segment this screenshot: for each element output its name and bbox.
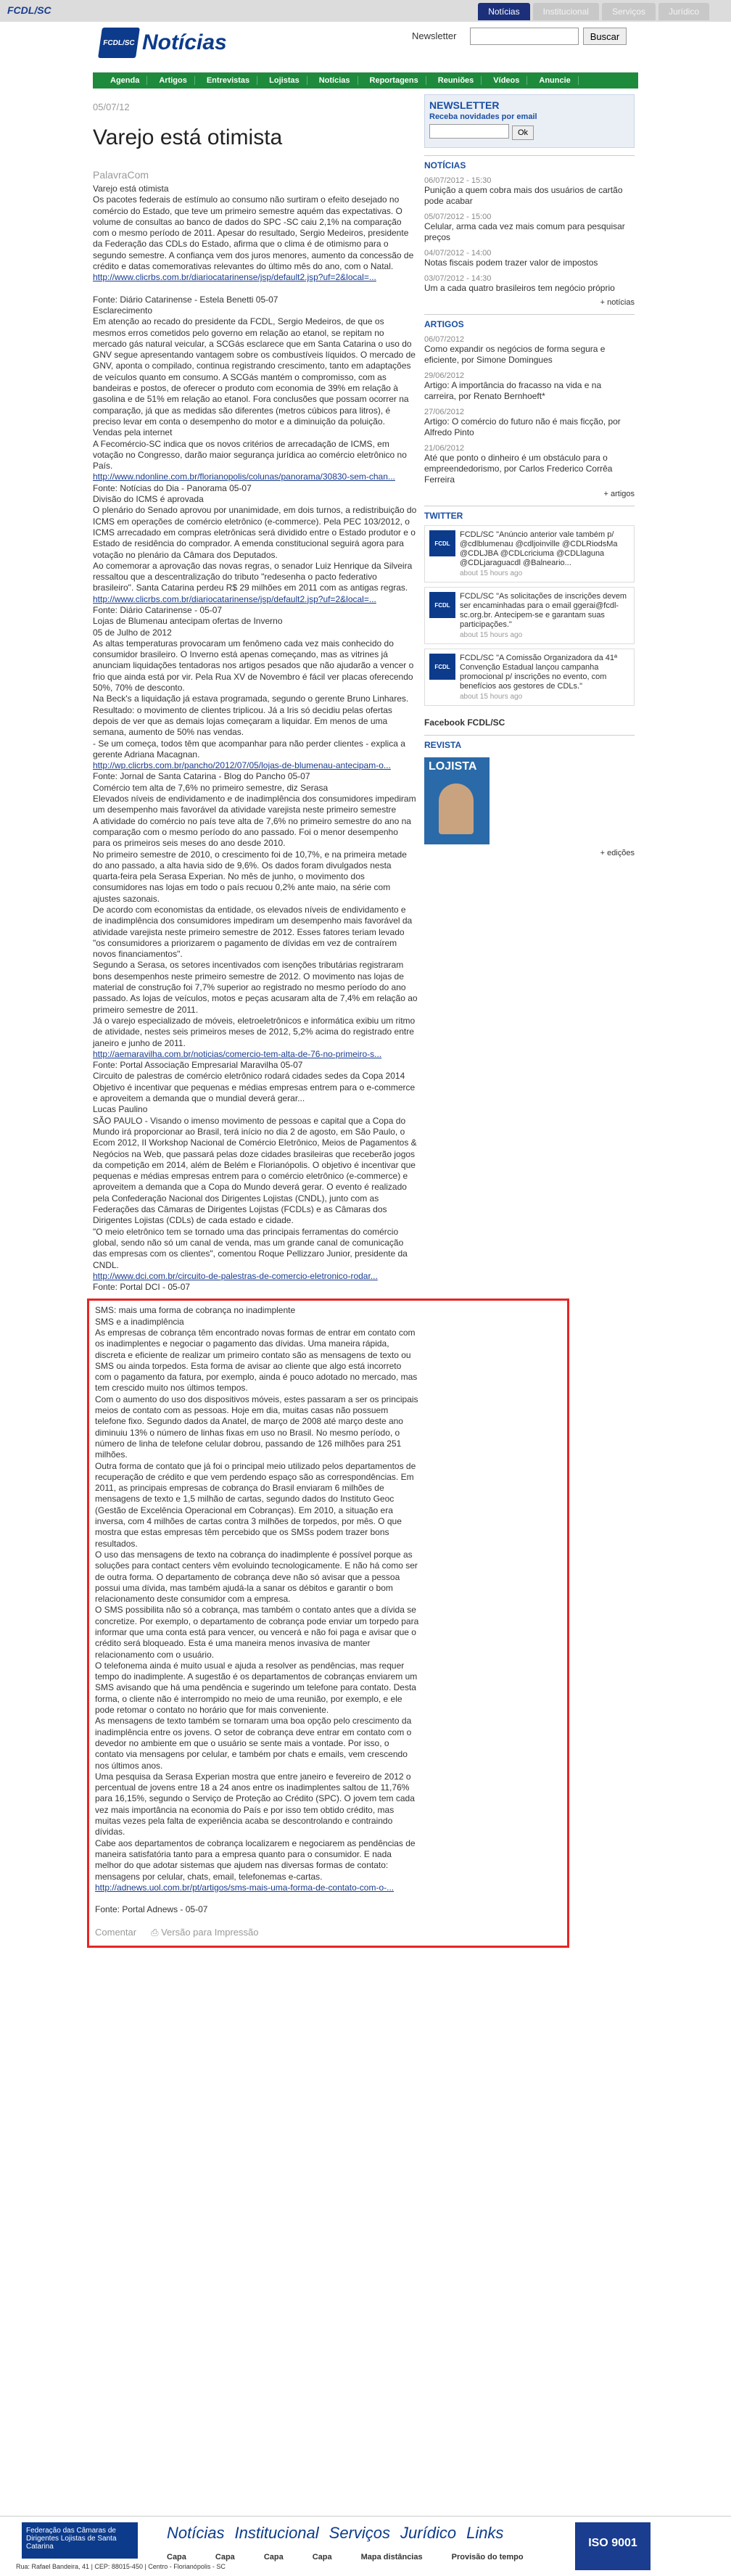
paragraph: O uso das mensagens de texto na cobrança do inadimplente é possível porque as soluções para contact centers vêm evoluindo tecnologicamente. E não há como ser de outra forma. O departamento de cobrança deve não só avisar que a pessoa possui uma dívida, mas também ajudá-la a sanar os débitos e garantir o bom relacionamento deste consumidor com a empresa. — [95, 1549, 418, 1605]
newsletter-ok-button[interactable]: Ok — [512, 125, 534, 140]
paragraph: Segundo a Serasa, os setores incentivados com isenções tributárias registraram bons desempenhos neste primeiro semestre de 2012. O movimento nas lojas de material de construção foi 7,7% superior ao registrado no mesmo período do ano passado. As lojas de veículos, motos e peças acusaram alta de 7,4% em relação ao primeiro semestre de 2011. — [93, 960, 418, 1015]
revista-section-title: REVISTA — [424, 735, 635, 750]
article-item-date: 27/06/2012 — [424, 408, 465, 416]
menu-item-videos[interactable]: Vídeos — [486, 76, 527, 85]
footer-address: Rua: Rafael Bandeira, 41 | CEP: 88015-450 | Centro - Florianópolis - SC — [16, 2563, 226, 2570]
source-link[interactable]: http://www.clicrbs.com.br/diariocatarinense/jsp/default2.jsp?uf=2&local=... — [93, 272, 376, 283]
magazine-cover[interactable] — [424, 757, 490, 844]
paragraph: O SMS possibilita não só a cobrança, mas também o contato antes que a dívida se concretize. Por exemplo, o departamento de cobrança pode enviar um torpedo para informar que uma conta está para vencer, ou vencerá e não foi paga e avisar que o crédito será bloqueado. Esta é uma maneira menos invasiva de manter relacionamento com o usuário. — [95, 1605, 419, 1660]
footer-nav-institucional[interactable]: Institucional — [234, 2524, 319, 2542]
paragraph: Vendas pela internet — [93, 427, 173, 438]
newsletter-label: Newsletter — [412, 30, 457, 41]
top-tab-juridico[interactable]: Jurídico — [658, 3, 709, 20]
top-tab-institucional[interactable]: Institucional — [533, 3, 599, 20]
article-item-date: 06/07/2012 — [424, 335, 465, 344]
news-item-date: 05/07/2012 - 15:00 — [424, 213, 492, 221]
news-item[interactable] — [424, 249, 635, 268]
paragraph: O plenário do Senado aprovou por unanimidade, em dois turnos, a redistribuição do ICMS em operações de comércio eletrônico (e-commerce). Pela PEC 103/2012, o ICMS arrecadado em compras eletrônicas será dividido entre o Estado produtor e o Estado de residência do comprador. A emenda constitucional seguirá agora para votação no plenário da Câmara dos Deputados. — [93, 505, 417, 560]
site-header — [93, 22, 638, 73]
newsletter-email-input[interactable] — [429, 124, 509, 139]
menu-item-reportagens[interactable]: Reportagens — [363, 76, 426, 85]
more-news-link[interactable]: + notícias — [600, 298, 635, 307]
article — [93, 89, 418, 1948]
news-item-date: 06/07/2012 - 15:30 — [424, 176, 492, 185]
tweet-time[interactable]: about 15 hours ago — [460, 693, 523, 701]
footer-logo: Federação das Câmaras de Dirigentes Lojistas de Santa Catarina — [22, 2522, 138, 2559]
tweet-time[interactable]: about 15 hours ago — [460, 569, 523, 577]
site-logo[interactable] — [100, 28, 227, 58]
paragraph: "O meio eletrônico tem se tornado uma das principais ferramentas do comércio global, sendo não só um canal de venda, mas um grande canal de comunicação das empresas com os clientes", comentou Roque Pellizzaro Junior, presidente da CNDL. — [93, 1226, 408, 1270]
paragraph: Divisão do ICMS é aprovada — [93, 494, 204, 505]
footer-col-5[interactable]: Mapa distâncias — [360, 2553, 423, 2561]
tweet-avatar: FCDL — [429, 592, 455, 618]
paragraph: No primeiro semestre de 2010, o crescimento foi de 10,7%, e na primeira metade do ano passado, a alta havia sido de 9,6%. Os dados foram divulgados nesta quarta-feira pela Serasa Experian. No mês de junho, o movimento dos consumidores nas lojas em todo o país recuou 0,2% ante maio, na série com ajustes sazonais. — [93, 849, 407, 904]
paragraph: Em atenção ao recado do presidente da FCDL, Sergio Medeiros, de que os mesmos erros cometidos pelo governo em relação ao etanol, se repitam no mercado gás natural veicular, a SCGás esclarece que em Santa Catarina o uso do GNV segue apresentando vantagem sobre os combustíveis líquidos. O mercado de GNV, aponta o compilado, continua registrando crescimento, tanto em adaptações de veículos quanto em consumo. A SCGás mantém o compromisso, com as bandeiras e postos, de oferecer o produto com economia de 39% em relação à gasolina e de 51% em relação ao etanol. Fora conclusões que possam ocorrer na comparação, já que as medidas são diferentes (metros cúbicos para litros), é preciso levar em conta o desempenho do motor e a diminuição da poluição. — [93, 316, 416, 427]
source-link[interactable]: http://aemaravilha.com.br/noticias/comercio-tem-alta-de-76-no-primeiro-s... — [93, 1048, 382, 1059]
footer-nav — [167, 2524, 503, 2543]
paragraph: Fonte: Diário Catarinense - 05-07 — [93, 604, 223, 615]
top-tab-servicos[interactable]: Serviços — [602, 3, 656, 20]
paragraph: - Se um começa, todos têm que acompanhar para não perder clientes - explica a gerente Adriana Macagnan. — [93, 738, 405, 760]
search-input[interactable] — [470, 28, 579, 45]
paragraph: Os pacotes federais de estímulo ao consumo não surtiram o efeito desejado no comércio do Estado, que teve um primeiro semestre aquém das expectativas. O volume de consultas ao banco de dados do SPC -SC caiu 2,1% na comparação com o mesmo período de 2011. Apesar do resultado, Sergio Medeiros, presidente da Federação das CDLs do Estado, afirma que o clima é de otimismo para o segundo semestre. A confiança vem dos juros menores, aumento da concessão de crédito e datas comemorativas relevantes do último mês do ano, com o Natal. — [93, 194, 414, 272]
article-item-date: 21/06/2012 — [424, 444, 465, 453]
more-articles-link[interactable]: + artigos — [603, 490, 635, 498]
tweet-avatar: FCDL — [429, 654, 455, 680]
highlighted-body — [95, 1305, 420, 1915]
menu-item-entrevistas[interactable]: Entrevistas — [199, 76, 257, 85]
source-link[interactable]: http://www.dci.com.br/circuito-de-palestras-de-comercio-eletronico-rodar... — [93, 1270, 378, 1281]
tweet[interactable] — [424, 525, 635, 583]
facebook-label[interactable]: Facebook FCDL/SC — [424, 717, 505, 728]
paragraph: De acordo com economistas da entidade, os elevados níveis de endividamento e de inadimplência dos consumidores impediram um desempenho mais favorável da atividade varejista neste primeiro semestre de 2012. Esses fatores teriam levado "os consumidores a priorizarem o pagamento de dívidas em vez de contraírem novos financiamentos". — [93, 905, 413, 960]
article-item[interactable] — [424, 408, 635, 438]
source-link[interactable]: http://wp.clicrbs.com.br/pancho/2012/07/05/lojas-de-blumenau-antecipam-o... — [93, 760, 391, 771]
tweet[interactable] — [424, 587, 635, 644]
top-bar — [0, 0, 731, 22]
paragraph-gap — [95, 1893, 420, 1904]
menu-item-noticias[interactable]: Notícias — [312, 76, 358, 85]
news-item-title[interactable]: Celular, arma cada vez mais comum para pesquisar preços — [424, 221, 625, 242]
footer-col-2[interactable]: Capa — [215, 2553, 235, 2561]
article-author: PalavraCom — [93, 169, 149, 181]
tweet-text: FCDL/SC "A Comissão Organizadora da 41ª Convenção Estadual lançou campanha promocional p/ inscrições no evento, com benefícios aos gestores de CDLs." — [460, 654, 618, 691]
logo-badge: FCDL/SC — [98, 28, 140, 58]
articles-section-title: ARTIGOS — [424, 314, 635, 329]
twitter-section-title: TWITTER — [424, 506, 635, 521]
footer-columns — [167, 2553, 524, 2561]
paragraph: Cabe aos departamentos de cobrança localizarem e negociarem as pendências de maneira satisfatória tanto para a empresa quanto para o consumidor. E nada melhor do que adotar sistemas que ajudem nas diversas formas de contato: mensagens por celular, chats, email, telefonemas e-cartas. — [95, 1838, 416, 1882]
article-item[interactable] — [424, 371, 635, 402]
magazine-cover-title: LOJISTA — [429, 760, 477, 773]
article-actions — [95, 1927, 566, 1938]
paragraph: Fonte: Portal Associação Empresarial Maravilha 05-07 — [93, 1060, 303, 1071]
paragraph: Lucas Paulino — [93, 1104, 148, 1115]
footer-col-6[interactable]: Provisão do tempo — [451, 2553, 524, 2561]
footer-col-1[interactable]: Capa — [167, 2553, 186, 2561]
source-link[interactable]: http://www.ndonline.com.br/florianopolis/colunas/panorama/30830-sem-chan... — [93, 472, 395, 482]
top-brand[interactable]: FCDL/SC — [7, 4, 51, 16]
newsletter-box — [424, 94, 635, 148]
paragraph: Fonte: Portal DCI - 05-07 — [93, 1282, 191, 1293]
paragraph: Lojas de Blumenau antecipam ofertas de Inverno — [93, 616, 283, 627]
news-item-title[interactable]: Punição a quem cobra mais dos usuários de cartão pode acabar — [424, 185, 623, 206]
article-item-title[interactable]: Como expandir os negócios de forma segura e eficiente, por Simone Domingues — [424, 344, 606, 365]
paragraph: Fonte: Diário Catarinense - Estela Benetti 05-07 — [93, 294, 278, 305]
paragraph-gap — [93, 284, 418, 295]
tweet-text: FCDL/SC "As solicitações de inscrições devem ser encaminhadas para o email ggerai@fcdl-sc.org.br. Antecipem-se e garantam suas participações." — [460, 592, 627, 629]
paragraph: Já o varejo especializado de móveis, eletroeletrônicos e informática exibiu um ritmo de atividade, nestes seis primeiros meses de 2012, 5,2% acima do registrado entre janeiro e junho de 2011. — [93, 1015, 416, 1048]
iso-badge: ISO 9001 — [573, 2520, 653, 2572]
paragraph: A atividade do comércio no país teve alta de 7,6% no primeiro semestre do ano na comparação com o mesmo período do ano passado. Foi o menor desempenho para os primeiros seis meses do ano desde 2010. — [93, 815, 411, 849]
paragraph: 05 de Julho de 2012 — [93, 627, 172, 638]
page-title: Varejo está otimista — [93, 125, 283, 149]
article-item[interactable] — [424, 444, 635, 485]
paragraph: O telefonema ainda é muito usual e ajuda a resolver as pendências, mas requer tempo do inadimplente. A sugestão é os departamentos de cobranças enviarem um SMS avisando que há uma pendência e sugerindo um telefone para contato. Desta forma, o cliente não é interrompido no meio de uma reunião, por exemplo, e ele pode retomar o contato no horário que for mais conveniente. — [95, 1660, 418, 1716]
highlighted-section — [87, 1299, 569, 1948]
paragraph: Fonte: Notícias do Dia - Panorama 05-07 — [93, 482, 252, 493]
news-item-title[interactable]: Um a cada quatro brasileiros tem negócio próprio — [424, 283, 615, 293]
print-link[interactable] — [151, 1927, 258, 1938]
paragraph: SMS: mais uma forma de cobrança no inadimplente — [95, 1305, 296, 1316]
paragraph: Ao comemorar a aprovação das novas regras, o senador Luiz Henrique da Silveira ressaltou que a descentralização do tributo "redesenha o pacto federativo brasileiro". Santa Catarina perdeu R$ 29 milhões em 2011 com as antigas regras. — [93, 560, 413, 593]
newsletter-subtitle: Receba novidades por email — [429, 112, 537, 121]
paragraph: Outra forma de contato que já foi o principal meio utilizado pelos departamentos de recuperação de crédito e que vem perdendo espaço são as correspondências. Em 2011, as principais empresas de cobrança do Brasil enviaram 6 milhões de mensagens de texto e 1,5 milhão de cartas, segundo dados do Instituto Geoc (Gestão de Excelência Operacional em Cobranças). Em 2010, a situação era inversa, com 4 milhões de cartas contra 3 milhões de torpedos, por mês. O que mostra que estas empresas têm percebido que os SMSs podem trazer bons resultados. — [95, 1460, 416, 1549]
footer-nav-juridico[interactable]: Jurídico — [400, 2524, 457, 2542]
menu-item-anuncie[interactable]: Anuncie — [532, 76, 578, 85]
article-item-title[interactable]: Até que ponto o dinheiro é um obstáculo para o empreendedorismo, por Carlos Frederico Corrêa Ferreira — [424, 453, 613, 485]
news-item-date: 04/07/2012 - 14:00 — [424, 249, 492, 258]
paragraph: Fonte: Portal Adnews - 05-07 — [95, 1904, 208, 1915]
source-link[interactable]: http://adnews.uol.com.br/pt/artigos/sms-mais-uma-forma-de-contato-com-o-... — [95, 1882, 395, 1893]
paragraph: As empresas de cobrança têm encontrado novas formas de entrar em contato com os inadimplentes e negociar o pagamento das dívidas. Uma maneira rápida, discreta e eficiente de realizar um primeiro contato são as mensagens de texto ou SMS ou ainda torpedos. Esta forma de avisar ao cliente que algo está incorreto com o pagamento da fatura, por exemplo, ainda é pouco adotado no mercado, mas tem crescido muito nos últimos tempos. — [95, 1327, 418, 1394]
footer-nav-links[interactable]: Links — [466, 2524, 504, 2542]
news-item-title[interactable]: Notas fiscais podem trazer valor de impostos — [424, 258, 598, 268]
search-button[interactable]: Buscar — [583, 28, 627, 45]
paragraph: As altas temperaturas provocaram um fenômeno cada vez mais conhecido do consumidor brasileiro. O Inverno está apenas começando, mas as vitrines já anunciam liquidações tentadoras nos artigos pesados que não ajudarão a vencer o frio que ainda está por vir. Pela Rua XV de Novembro é fácil ver placas oferecendo 50%, 70% de desconto. — [93, 638, 414, 694]
article-item-date: 29/06/2012 — [424, 371, 465, 380]
paragraph: A Fecomércio-SC indica que os novos critérios de arrecadação de ICMS, em votação no Congresso, darão maior segurança jurídica ao comércio eletrônico no País. — [93, 438, 407, 472]
article-item-title[interactable]: Artigo: O comércio do futuro não é mais ficção, por Alfredo Pinto — [424, 416, 621, 437]
tweet-avatar: FCDL — [429, 530, 455, 556]
articles-list — [424, 335, 635, 485]
magazine-cover-photo — [439, 783, 474, 834]
comment-link[interactable]: Comentar — [95, 1927, 137, 1938]
tweet-time[interactable]: about 15 hours ago — [460, 631, 523, 639]
paragraph: Circuito de palestras de comércio eletrônico rodará cidades sedes da Copa 2014 — [93, 1071, 405, 1082]
footer-col-3[interactable]: Capa — [263, 2553, 284, 2561]
news-item[interactable] — [424, 176, 635, 207]
top-tab-noticias[interactable]: Notícias — [478, 3, 529, 20]
news-item[interactable] — [424, 213, 635, 243]
footer-nav-noticias[interactable]: Notícias — [167, 2524, 225, 2542]
paragraph: SÃO PAULO - Visando o imenso movimento de pessoas e capital que a Copa do Mundo irá proporcionar ao Brasil, terá início no dia 2 de agosto, em São Paulo, o Ecom 2012, II Workshop Nacional de Comércio Eletrônico, Meios de Pagamentos & Negócios na Web, que passará pelas doze cidades brasileiras que receberão jogos da competição em 2014, além de Belém e Florianópolis. O objetivo é incentivar que pequenas e médias empresas entrem para o comércio eletrônico (e-commerce) e aproveitem a demanda que a Copa do Mundo deverá gerar. O evento é realizado pela Confederação Nacional dos Dirigentes Lojistas (CNDL), junto com as Federações das Câmaras de Dirigentes Lojistas (FCDLs) e as Câmaras dos Dirigentes Lojistas (CDLs) de cada estado e cidade. — [93, 1115, 417, 1226]
paragraph: Com o aumento do uso dos dispositivos móveis, estes passaram a ser os principais meios de contato com as pessoas. Hoje em dia, muitas casas não possuem telefone fixo. Segundo dados da Anatel, de março de 2008 até março deste ano diminuiu 13% o número de linhas fixas em uso no Brasil. No mesmo período, o número de linha de telefone celular dobrou, passando de 126 milhões para 251 milhões. — [95, 1394, 418, 1460]
news-item-date: 03/07/2012 - 14:30 — [424, 274, 492, 283]
news-section-title: NOTÍCIAS — [424, 155, 635, 170]
main-menu — [93, 73, 638, 89]
article-item-title[interactable]: Artigo: A importância do fracasso na vida e na carreira, por Renato Bernhoeft* — [424, 380, 602, 401]
paragraph: As mensagens de texto também se tornaram uma boa opção pelo crescimento da inadimplência entre os jovens. O setor de cobrança deve entrar em contato com o devedor no ambiente em que o usuário se sente mais a vontade. Por isso, o contato via mensagens por celular, e também por chats e emails, vem crescendo nos últimos anos. — [95, 1716, 412, 1771]
more-editions-link[interactable]: + edições — [600, 849, 635, 857]
paragraph: Objetivo é incentivar que pequenas e médias empresas entrem para o e-commerce e aproveitem a demanda que o mundial deverá gerar... — [93, 1082, 416, 1104]
menu-item-agenda[interactable]: Agenda — [103, 76, 147, 85]
footer-nav-servicos[interactable]: Serviços — [329, 2524, 391, 2542]
paragraph: Comércio tem alta de 7,6% no primeiro semestre, diz Serasa — [93, 782, 329, 793]
print-label: Versão para Impressão — [161, 1927, 259, 1938]
paragraph: Fonte: Jornal de Santa Catarina - Blog do Pancho 05-07 — [93, 771, 310, 782]
menu-item-artigos[interactable]: Artigos — [152, 76, 195, 85]
printer-icon: ⎙ — [151, 1927, 162, 1938]
sidebar — [424, 94, 635, 857]
site-footer — [0, 2516, 731, 2576]
paragraph: Varejo está otimista — [93, 184, 169, 194]
news-list — [424, 176, 635, 294]
logo-title: Notícias — [142, 30, 227, 54]
top-nav — [478, 3, 709, 20]
article-date: 05/07/12 — [93, 102, 130, 112]
footer-col-4[interactable]: Capa — [312, 2553, 332, 2561]
paragraph: Na Beck's a liquidação já estava programada, segundo o gerente Bruno Linhares. Resultado: o movimento de clientes triplicou. Já a Iris só decidiu pelas ofertas depois de ver que as demais lojas começaram a liquidar. Em menos de uma semana, aumento de 50% nas vendas. — [93, 694, 409, 738]
tweet-text: FCDL/SC "Anúncio anterior vale também p/ @cdlblumenau @cdljoinville @CDLRiodsMa @CDLJBA @CDLcriciuma @CDLlaguna @CDLjaraguacdl @Balneario... — [460, 530, 618, 567]
tweet-list — [424, 525, 635, 706]
article-body — [93, 184, 418, 1293]
menu-item-lojistas[interactable]: Lojistas — [262, 76, 307, 85]
source-link[interactable]: http://www.clicrbs.com.br/diariocatarinense/jsp/default2.jsp?uf=2&local=... — [93, 593, 376, 604]
article-item[interactable] — [424, 335, 635, 366]
tweet[interactable] — [424, 649, 635, 706]
menu-item-reunioes[interactable]: Reuniões — [431, 76, 482, 85]
paragraph: SMS e a inadimplência — [95, 1316, 184, 1327]
paragraph: Uma pesquisa da Serasa Experian mostra que entre janeiro e fevereiro de 2012 o percentual de jovens entre 18 a 24 anos entre os inadimplentes saltou de 11,76% para 16,15%, segundo o Serviço de Proteção ao Crédito (SPC). O jovem tem cada vez mais importância na economia do País e por isso tem obtido crédito, mas muitas vezes pela falta de experiência acaba se descontrolando e contraindo dívidas. — [95, 1771, 415, 1838]
newsletter-title: NEWSLETTER — [429, 99, 500, 111]
paragraph: Esclarecimento — [93, 305, 153, 316]
paragraph: Elevados níveis de endividamento e de inadimplência dos consumidores impediram um desempenho mais favorável da atividade varejista neste primeiro semestre — [93, 794, 416, 815]
news-item[interactable] — [424, 274, 635, 294]
